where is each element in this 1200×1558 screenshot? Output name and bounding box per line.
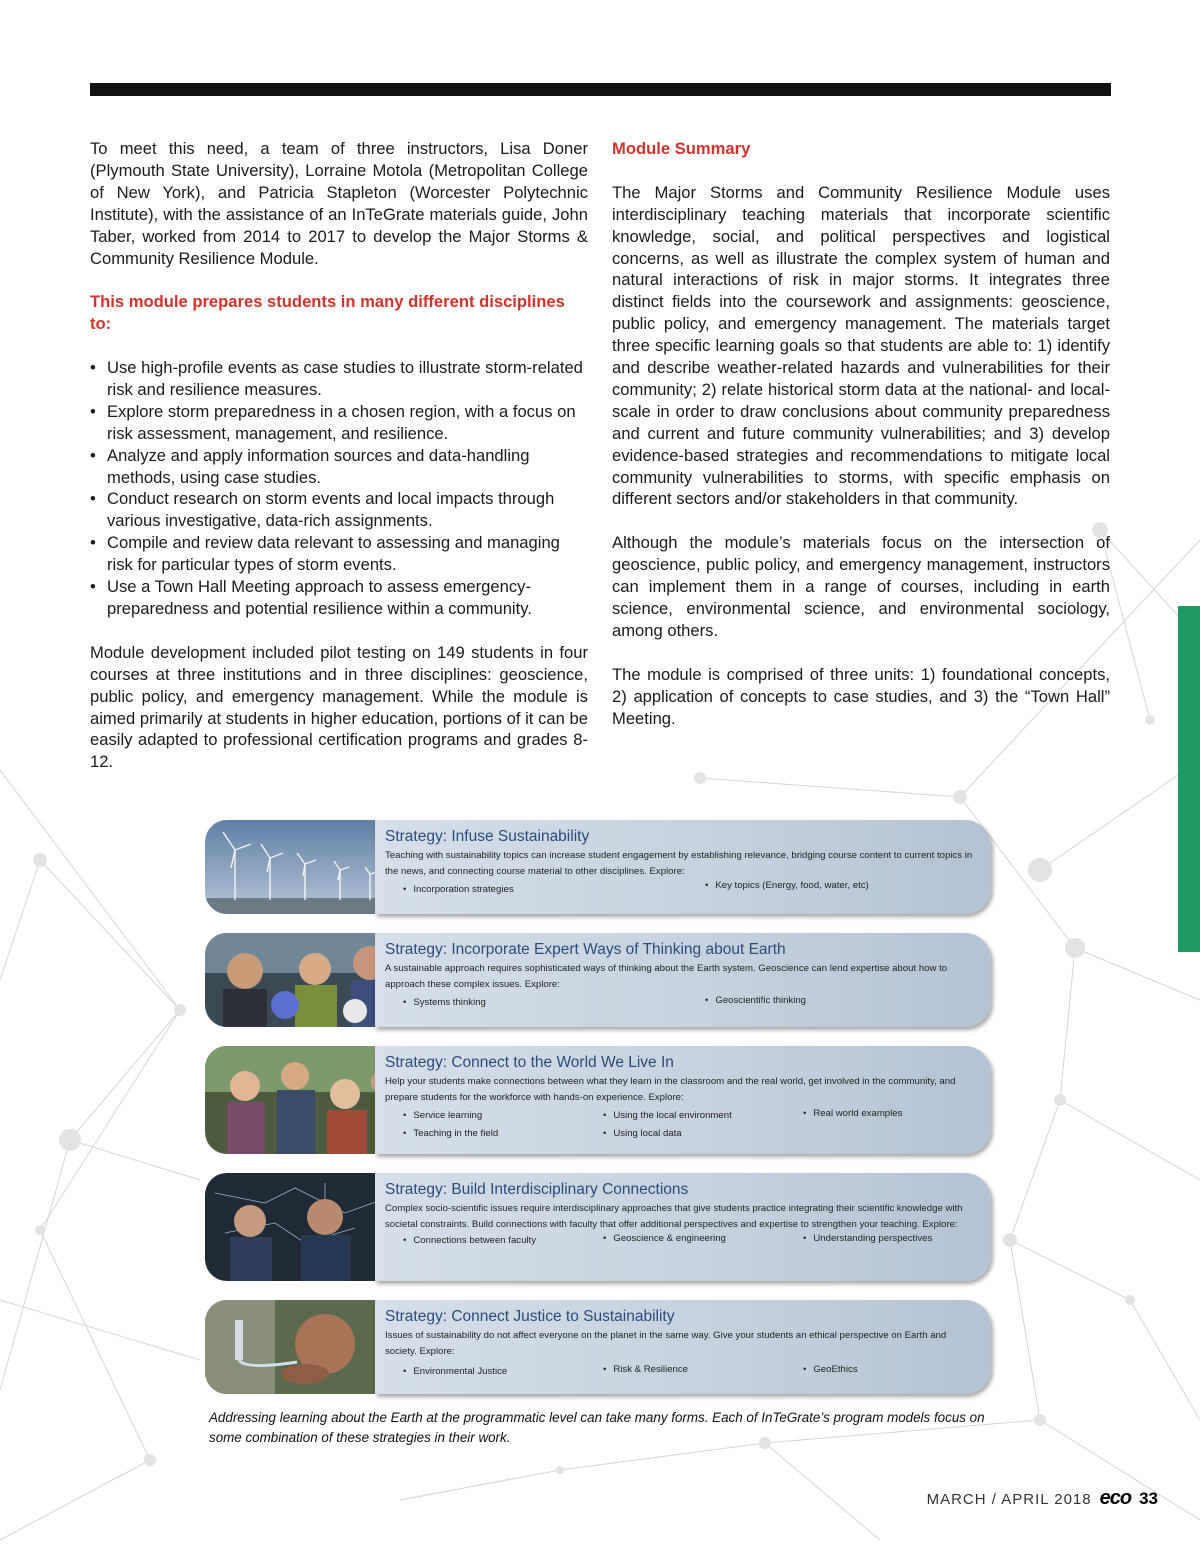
header-rule bbox=[90, 83, 1111, 96]
strategy-description: A sustainable approach requires sophisticated ways of thinking about the Earth system. Geoscience can lend expertise about how to approach these complex issues. Explore: bbox=[385, 963, 948, 990]
strategy-title: Strategy: Build Interdisciplinary Connections bbox=[385, 1181, 689, 1198]
topic-item: • Real world examples bbox=[803, 1108, 902, 1119]
objectives-list bbox=[90, 357, 588, 620]
page-number: 33 bbox=[1139, 1489, 1158, 1508]
topic-item: • Teaching in the field bbox=[403, 1128, 498, 1139]
strategy-text-panel bbox=[375, 1046, 991, 1154]
list-item: • Analyze and apply information sources and data-handling methods, using case studies. bbox=[90, 445, 530, 487]
strategy-panel-justice bbox=[205, 1300, 991, 1394]
strategy-title: Strategy: Infuse Sustainability bbox=[385, 828, 590, 845]
strategy-panel-expert-thinking bbox=[205, 933, 991, 1027]
topic-item: • Using local data bbox=[603, 1128, 682, 1139]
strategy-text-panel bbox=[375, 1300, 991, 1394]
topic-item: • GeoEthics bbox=[803, 1364, 858, 1375]
strategy-description: Help your students make connections between what they learn in the classroom and the real world, get involved in the community, and prepare students for the workforce with hands-on experience. Explore: bbox=[385, 1076, 956, 1103]
topic-item: • Key topics (Energy, food, water, etc) bbox=[705, 880, 869, 891]
intro-paragraph: To meet this need, a team of three instructors, Lisa Doner (Plymouth State University), Lorraine Motola (Metropolitan College of New York), and Patricia Stapleton (Worcester Polytechnic Institute), with the assistance of an InTeGrate materials guide, John Taber, worked from 2014 to 2017 to develop the Major Storms & Community Resilience Module. bbox=[90, 139, 588, 268]
strategy-description: Complex socio-scientific issues require interdisciplinary approaches that give students practice integrating their scientific knowledge with societal constraints. Build connections with faculty that offer additional perspectives and expertise to strengthen your teaching. Explore: bbox=[385, 1203, 963, 1230]
strategy-topics bbox=[385, 995, 973, 1029]
development-paragraph: Module development included pilot testing on 149 students in four courses at three institutions and in three disciplines: geoscience, public policy, and emergency management. While the module is aimed primarily at students in higher education, portions of it can be easily adapted to professional certification programs and grades 8-12. bbox=[90, 642, 588, 772]
strategy-text-panel bbox=[375, 933, 991, 1027]
strategy-figure bbox=[205, 820, 991, 1413]
strategy-panel-interdisciplinary bbox=[205, 1173, 991, 1281]
strategy-title: Strategy: Incorporate Expert Ways of Thinking about Earth bbox=[385, 941, 786, 958]
list-item: • Compile and review data relevant to assessing and managing risk for particular types of storm events. bbox=[90, 533, 560, 575]
right-column bbox=[612, 138, 1110, 751]
strategy-title: Strategy: Connect Justice to Sustainability bbox=[385, 1308, 675, 1325]
left-column bbox=[90, 138, 588, 795]
topic-item: • Geoscientific thinking bbox=[705, 995, 806, 1006]
issue-date: MARCH / APRIL 2018 bbox=[926, 1491, 1092, 1508]
topic-item: • Using the local environment bbox=[603, 1110, 732, 1121]
strategy-panel-infuse-sustainability bbox=[205, 820, 991, 914]
strategy-panel-connect-world bbox=[205, 1046, 991, 1154]
strategy-description: Teaching with sustainability topics can increase student engagement by establishing relevance, bridging course content to current topics in the news, and connecting course material to other disciplines. Explore: bbox=[385, 850, 973, 877]
strategy-topics bbox=[385, 1362, 973, 1396]
topic-item: • Geoscience & engineering bbox=[603, 1233, 726, 1244]
section-tab-marker bbox=[1178, 606, 1200, 952]
intersection-paragraph: Although the module’s materials focus on the intersection of geoscience, public policy, and emergency management, instructors can implement them in a range of courses, including in earth science, environmental science, and environmental sociology, among others. bbox=[612, 533, 1110, 640]
summary-paragraph: The Major Storms and Community Resilience Module uses interdisciplinary teaching materials that incorporate scientific knowledge, social, and political perspectives and logistical concerns, as well as illustrate the complex system of human and natural interactions of risk in major storms. It integrates three distinct fields into the coursework and assignments: geoscience, public policy, and emergency management. The materials target three specific learning goals so that students are able to: 1) identify and describe weather-related hazards and vulnerabilities for their community; 2) relate historical storm data at the national- and local-scale in order to draw conclusions about community preparedness and current and future community vulnerabilities; and 3) develop evidence-based strategies and recommendations to mitigate local community vulnerabilities to storms, with specific emphasis on different sectors and/or stakeholders in that community. bbox=[612, 182, 1110, 509]
list-item: • Conduct research on storm events and local impacts through various investigative, data-rich assignments. bbox=[90, 489, 555, 531]
page-footer bbox=[927, 1487, 1158, 1510]
strategy-text-panel bbox=[375, 1173, 991, 1281]
topic-item: • Connections between faculty bbox=[403, 1235, 536, 1246]
prepares-heading: This module prepares students in many different disciplines to: bbox=[90, 292, 565, 334]
units-paragraph: The module is comprised of three units: 1) foundational concepts, 2) application of concepts to case studies, and 3) the “Town Hall” Meeting. bbox=[612, 664, 1110, 728]
strategy-topics bbox=[385, 1235, 973, 1269]
list-item: • Use high-profile events as case studies to illustrate storm-related risk and resilience measures. bbox=[90, 358, 583, 399]
magazine-logo: eco bbox=[1099, 1487, 1132, 1509]
topic-item: • Systems thinking bbox=[403, 997, 486, 1008]
topic-item: • Understanding perspectives bbox=[803, 1233, 932, 1244]
list-item: • Use a Town Hall Meeting approach to assess emergency-preparedness and potential resilience within a community. bbox=[90, 577, 532, 618]
strategy-title: Strategy: Connect to the World We Live In bbox=[385, 1054, 674, 1071]
strategy-description: Issues of sustainability do not affect everyone on the planet in the same way. Give your students an ethical perspective on Earth and society. Explore: bbox=[385, 1330, 947, 1357]
list-item: • Explore storm preparedness in a chosen region, with a focus on risk assessment, management, and resilience. bbox=[90, 401, 576, 443]
topic-item: • Service learning bbox=[403, 1110, 482, 1121]
strategy-text-panel bbox=[375, 820, 991, 914]
strategy-topics bbox=[385, 1108, 973, 1142]
topic-item: • Environmental Justice bbox=[403, 1366, 507, 1377]
topic-item: • Risk & Resilience bbox=[603, 1364, 688, 1375]
strategy-topics bbox=[385, 882, 973, 916]
figure-caption: Addressing learning about the Earth at the programmatic level can take many forms. Each of InTeGrate’s program models focus on some combination of these strategies in their work. bbox=[209, 1410, 985, 1445]
module-summary-heading: Module Summary bbox=[612, 139, 751, 158]
topic-item: • Incorporation strategies bbox=[403, 884, 514, 895]
